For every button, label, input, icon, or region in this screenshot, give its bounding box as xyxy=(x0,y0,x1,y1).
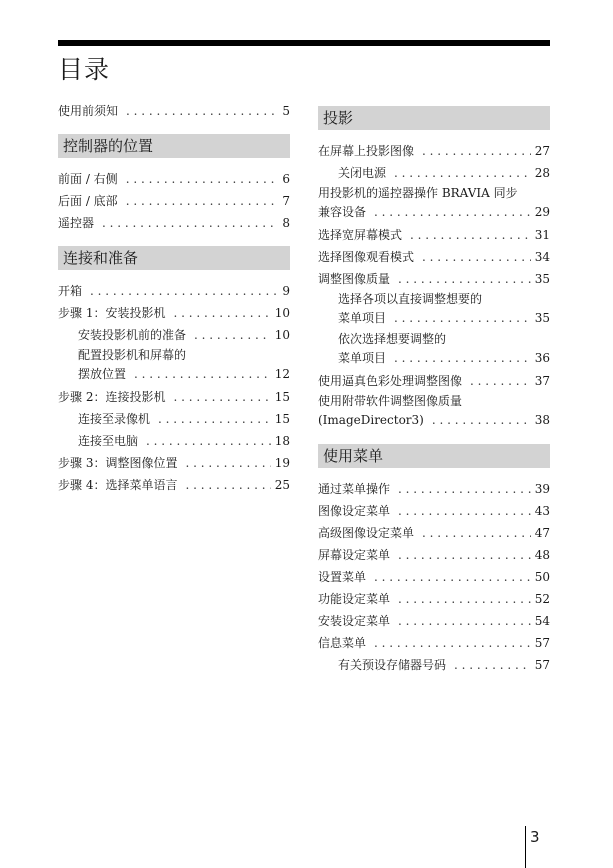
toc-subentry[interactable]: 有关预设存储器号码 . . . 57 xyxy=(318,654,550,676)
toc-entry[interactable]: 使用前须知 . . . 5 xyxy=(58,100,290,122)
toc-entry[interactable]: 使用逼真色彩处理调整图像 . . . 37 xyxy=(318,370,550,392)
toc-subentry[interactable]: 配置投影机和屏幕的 摆放位置 . . . 12 xyxy=(58,346,290,386)
toc-subentry[interactable]: 依次选择想要调整的 菜单项目 . . . 36 xyxy=(318,330,550,370)
section-heading-connect: 连接和准备 xyxy=(58,246,290,270)
toc-entry[interactable]: 图像设定菜单 . . . 43 xyxy=(318,500,550,522)
toc-right-column xyxy=(318,100,550,676)
toc-entry[interactable]: 信息菜单 . . . 57 xyxy=(318,632,550,654)
toc-entry[interactable]: 步骤 2：连接投影机 . . . 15 xyxy=(58,386,290,408)
section-heading-menus: 使用菜单 xyxy=(318,444,550,468)
toc-entry[interactable]: 步骤 3：调整图像位置 . . . 19 xyxy=(58,452,290,474)
toc-entry[interactable]: 用投影机的遥控器操作 BRAVIA 同步 兼容设备 . . . 29 xyxy=(318,184,550,224)
toc-subentry[interactable]: 安装投影机前的准备 . . . 10 xyxy=(58,324,290,346)
page-number: 3 xyxy=(530,828,540,846)
toc-entry[interactable]: 在屏幕上投影图像 . . . 27 xyxy=(318,140,550,162)
toc-subentry[interactable]: 连接至录像机 . . . 15 xyxy=(58,408,290,430)
toc-entry[interactable]: 步骤 1：安装投影机 . . . 10 xyxy=(58,302,290,324)
toc-left-column xyxy=(58,100,290,496)
page-title: 目录 xyxy=(58,55,111,84)
toc-entry[interactable]: 选择图像观看模式 . . . 34 xyxy=(318,246,550,268)
toc-entry[interactable]: 选择宽屏幕模式 . . . 31 xyxy=(318,224,550,246)
toc-subentry[interactable]: 连接至电脑 . . . 18 xyxy=(58,430,290,452)
section-heading-projection: 投影 xyxy=(318,106,550,130)
section-heading-controls: 控制器的位置 xyxy=(58,134,290,158)
toc-entry[interactable]: 通过菜单操作 . . . 39 xyxy=(318,478,550,500)
toc-entry[interactable]: 遥控器 . . . 8 xyxy=(58,212,290,234)
toc-entry[interactable]: 调整图像质量 . . . 35 xyxy=(318,268,550,290)
toc-entry[interactable]: 使用附带软件调整图像质量 (ImageDirector3) . . . 38 xyxy=(318,392,550,432)
toc-entry[interactable]: 屏幕设定菜单 . . . 48 xyxy=(318,544,550,566)
top-rule xyxy=(58,40,550,46)
toc-entry[interactable]: 设置菜单 . . . 50 xyxy=(318,566,550,588)
toc-subentry[interactable]: 关闭电源 . . . 28 xyxy=(318,162,550,184)
toc-entry[interactable]: 前面 / 右侧 . . . 6 xyxy=(58,168,290,190)
toc-entry[interactable]: 安装设定菜单 . . . 54 xyxy=(318,610,550,632)
toc-entry[interactable]: 开箱 . . . 9 xyxy=(58,280,290,302)
toc-entry[interactable]: 步骤 4：选择菜单语言 . . . 25 xyxy=(58,474,290,496)
toc-entry[interactable]: 高级图像设定菜单 . . . 47 xyxy=(318,522,550,544)
page-number-rule xyxy=(525,826,526,868)
toc-entry[interactable]: 功能设定菜单 . . . 52 xyxy=(318,588,550,610)
toc-entry[interactable]: 后面 / 底部 . . . 7 xyxy=(58,190,290,212)
toc-subentry[interactable]: 选择各项以直接调整想要的 菜单项目 . . . 35 xyxy=(318,290,550,330)
